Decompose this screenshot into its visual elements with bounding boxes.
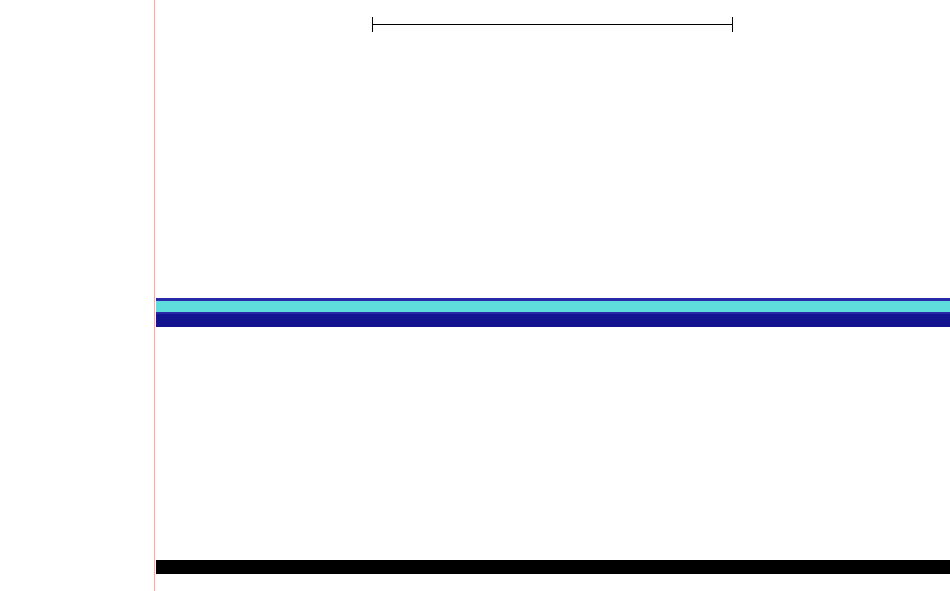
gene-feature-teshl-1[interactable] xyxy=(156,99,950,108)
h3k27ac-signal-teal[interactable] xyxy=(156,301,950,312)
scale-bar-right-cap xyxy=(732,17,733,32)
gene-feature-ensg00000287498[interactable] xyxy=(156,83,950,92)
phylop-conservation-plot[interactable] xyxy=(156,340,950,396)
scale-bar-left-cap xyxy=(372,17,373,32)
repeatmasker-element[interactable] xyxy=(156,560,950,574)
gene-feature-teshl-2[interactable] xyxy=(156,115,950,124)
h3k27ac-signal-navy[interactable] xyxy=(156,314,950,327)
label-column-divider xyxy=(154,0,155,591)
scale-bar xyxy=(372,24,733,25)
